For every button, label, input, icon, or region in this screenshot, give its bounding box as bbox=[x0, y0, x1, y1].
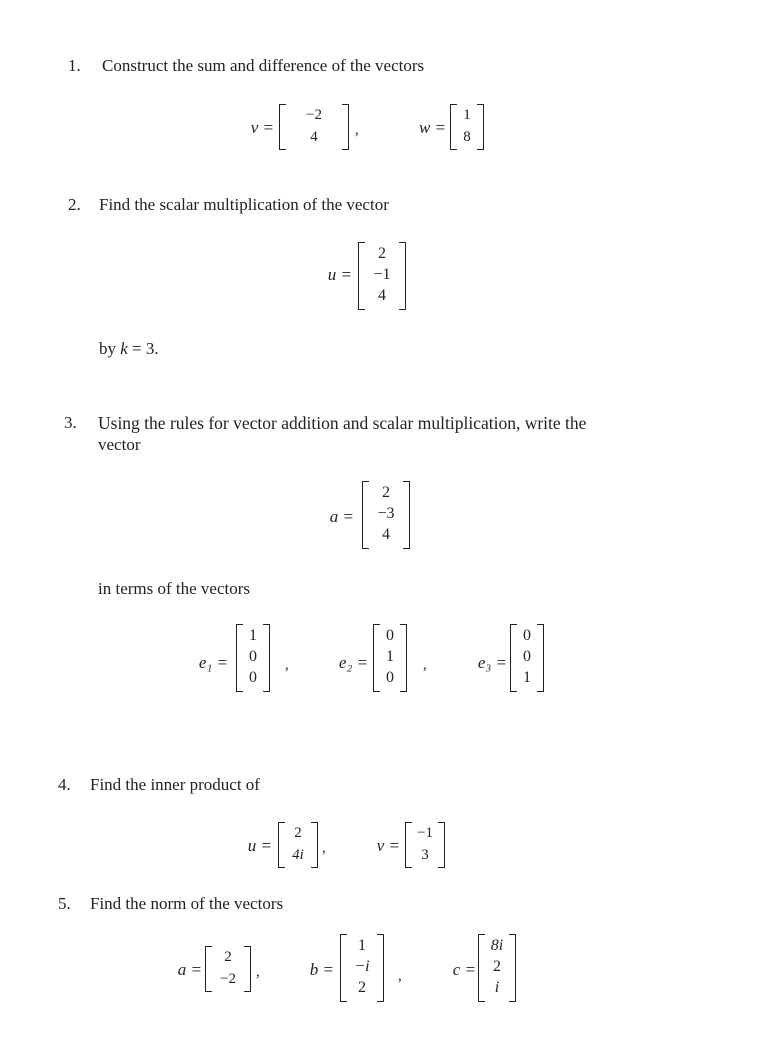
problem-5-text: Find the norm of the vectors bbox=[90, 894, 284, 913]
vector-e1 bbox=[236, 624, 270, 692]
vector-u bbox=[358, 242, 406, 310]
separator-comma: , bbox=[322, 840, 326, 856]
vector-a-entry-2: −3 bbox=[377, 505, 395, 522]
scalar-k-variable: k bbox=[120, 339, 128, 358]
separator-comma: , bbox=[423, 657, 427, 673]
vector-w-entry-1: 1 bbox=[463, 107, 471, 123]
vector-a-entry-1: 2 bbox=[382, 484, 390, 501]
vector-e1-entry-2: 0 bbox=[249, 648, 257, 665]
vector-v-label: v = bbox=[250, 118, 274, 137]
vector-v-entry-1: −1 bbox=[417, 825, 433, 841]
vector-u-label: u = bbox=[327, 265, 352, 284]
vector-u-entry-2: −1 bbox=[373, 266, 391, 283]
vector-a bbox=[205, 946, 251, 992]
vector-c bbox=[478, 934, 516, 1002]
vector-b-entry-3: 2 bbox=[358, 979, 366, 996]
vector-a-label: a = bbox=[177, 960, 202, 979]
problem-3-number: 3. bbox=[64, 413, 77, 432]
vector-c-entry-2: 2 bbox=[493, 958, 501, 975]
vector-w-entry-2: 8 bbox=[463, 129, 471, 145]
vector-w bbox=[450, 104, 484, 150]
problem-3-after-text: in terms of the vectors bbox=[98, 579, 251, 598]
vector-e1-entry-3: 0 bbox=[249, 669, 257, 686]
vector-a-entry-1: 2 bbox=[224, 949, 232, 965]
vector-b-entry-2: −i bbox=[354, 958, 370, 975]
vector-v-entry-2: 4 bbox=[310, 129, 318, 145]
vector-a bbox=[362, 481, 410, 549]
vector-v-entry-2: 3 bbox=[421, 847, 429, 863]
scalar-note bbox=[99, 339, 159, 359]
problem-3-text-line1: Using the rules for vector addition and scalar multiplication, write the bbox=[98, 413, 587, 433]
problem-4-number: 4. bbox=[58, 775, 71, 794]
separator-comma: , bbox=[256, 964, 260, 980]
vector-a-entry-3: 4 bbox=[382, 526, 390, 543]
separator-comma: , bbox=[398, 968, 402, 984]
problem-2-number: 2. bbox=[68, 195, 81, 214]
problem-4-text: Find the inner product of bbox=[90, 775, 260, 794]
vector-e2-entry-3: 0 bbox=[386, 669, 394, 686]
vector-e1-label: e₁ = bbox=[198, 653, 228, 672]
vector-e3-entry-2: 0 bbox=[523, 648, 531, 665]
vector-w-label: w = bbox=[418, 118, 446, 137]
vector-e2-entry-2: 1 bbox=[386, 648, 394, 665]
vector-v bbox=[405, 822, 445, 868]
vector-u-entry-3: 4 bbox=[378, 287, 386, 304]
vector-a-label: a = bbox=[329, 507, 354, 526]
vector-v-entry-1: −2 bbox=[306, 107, 322, 123]
vector-c-entry-3: i bbox=[494, 979, 500, 996]
vector-u-entry-1: 2 bbox=[378, 245, 386, 262]
problem-3-text-line2: vector bbox=[98, 435, 141, 454]
vector-v bbox=[279, 104, 349, 150]
vector-u-entry-1: 2 bbox=[294, 825, 302, 841]
vector-e2 bbox=[373, 624, 407, 692]
vector-u-entry-2: 4i bbox=[292, 847, 304, 863]
vector-e3 bbox=[510, 624, 544, 692]
separator-comma: , bbox=[355, 122, 359, 138]
vector-e1-entry-1: 1 bbox=[249, 627, 257, 644]
scalar-note-prefix: by bbox=[99, 339, 121, 358]
vector-c-label: c = bbox=[452, 960, 476, 979]
vector-b-label: b = bbox=[309, 960, 334, 979]
vector-b bbox=[340, 934, 384, 1002]
vector-e3-label: e₃ = bbox=[477, 653, 507, 672]
scalar-note-suffix: = 3. bbox=[127, 339, 159, 358]
problem-2-text: Find the scalar multiplication of the vector bbox=[99, 195, 389, 214]
vector-e3-entry-1: 0 bbox=[523, 627, 531, 644]
problem-1-text: Construct the sum and difference of the vectors bbox=[102, 56, 425, 75]
vector-c-entry-1: 8i bbox=[490, 937, 504, 954]
vector-a-entry-2: −2 bbox=[220, 971, 236, 987]
problem-1-number: 1. bbox=[68, 56, 81, 75]
vector-u-label: u = bbox=[247, 836, 272, 855]
vector-b-entry-1: 1 bbox=[358, 937, 366, 954]
vector-e3-entry-3: 1 bbox=[523, 669, 531, 686]
separator-comma: , bbox=[285, 657, 289, 673]
vector-v-label: v = bbox=[376, 836, 400, 855]
vector-e2-entry-1: 0 bbox=[386, 627, 394, 644]
problem-5-number: 5. bbox=[58, 894, 71, 913]
vector-e2-label: e₂ = bbox=[338, 653, 368, 672]
vector-u bbox=[278, 822, 318, 868]
